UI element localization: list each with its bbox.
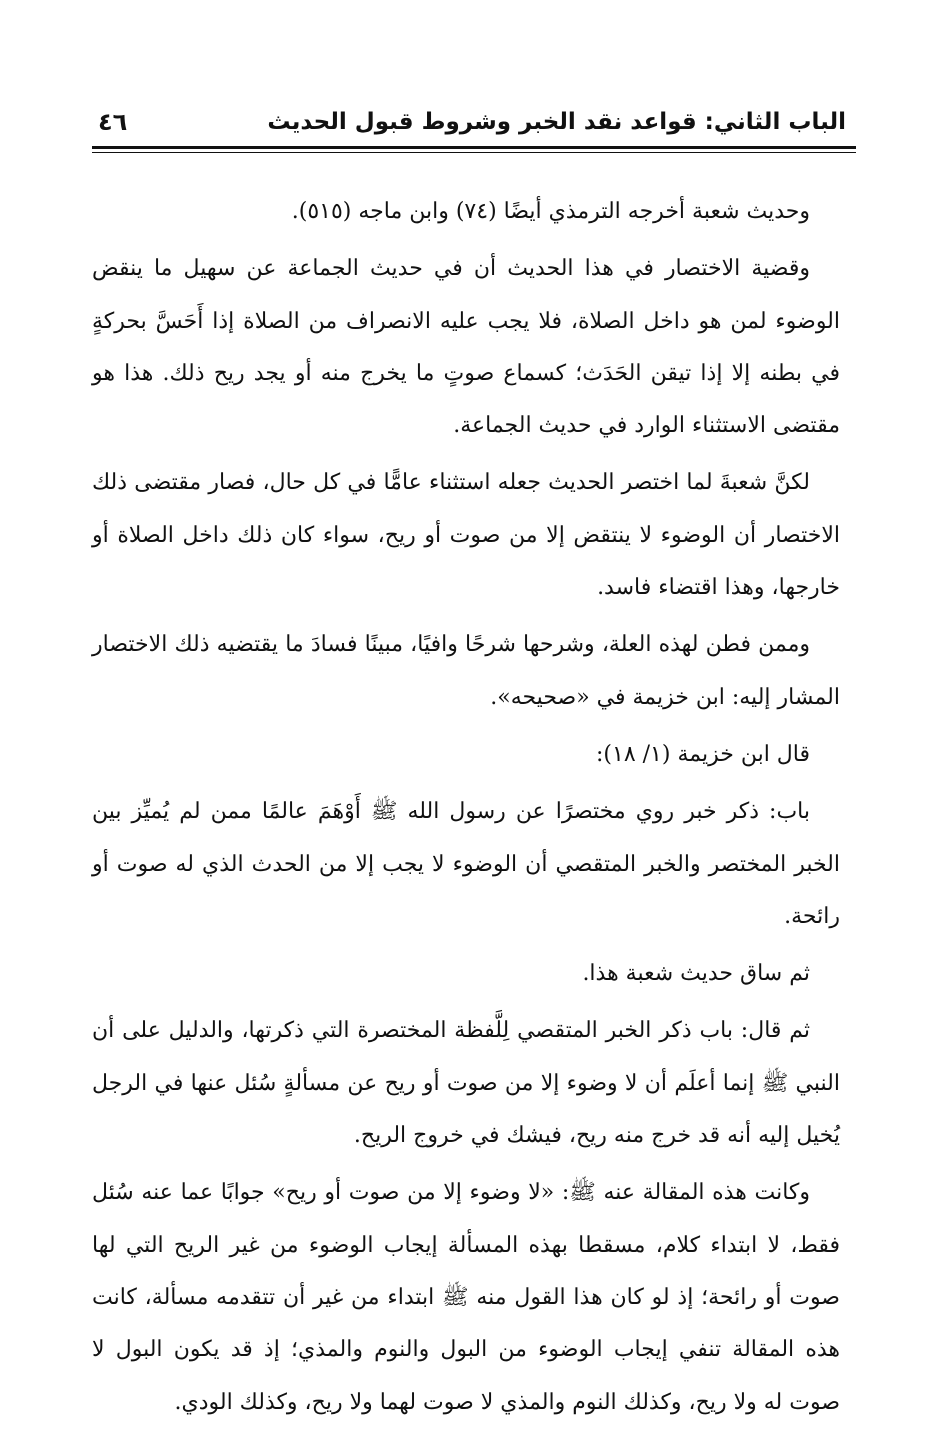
body-text: [92, 186, 840, 1434]
header-rule-thick: [92, 146, 856, 149]
page-number: ٤٦: [98, 108, 128, 136]
running-header: [98, 102, 846, 142]
paragraph: ثم ساق حديث شعبة هذا.: [582, 961, 810, 987]
paragraph: باب: ذكر خبر روي مختصرًا عن رسول الله ﷺ أَوْهَمَ عالمًا ممن لم يُميِّز بين الخبر المختصر والخبر المتقصي أن الوضوء لا يجب إلا من الحدث الذي له صوت أو رائحة.: [92, 799, 840, 929]
paragraph: وقضية الاختصار في هذا الحديث أن في حديث الجماعة عن سهيل ما ينقض الوضوء لمن هو داخل الصلاة، فلا يجب عليه الانصراف من الصلاة إذا أَحَسَّ بحركةٍ في بطنه إلا إذا تيقن الحَدَث؛ كسماع صوتٍ ما يخرج منه أو يجد ريح ذلك. هذا هو مقتضى الاستثناء الوارد في حديث الجماعة.: [92, 256, 840, 439]
paragraph: قال ابن خزيمة (١/ ١٨):: [596, 741, 810, 767]
paragraph: وكانت هذه المقالة عنه ﷺ: «لا وضوء إلا من صوت أو ريح» جوابًا عما عنه سُئل فقط، لا ابتداء كلام، مسقطا بهذه المسألة إيجاب الوضوء من غير الريح التي لها صوت أو رائحة؛ إذ لو كان هذا القول منه ﷺ ابتداء من غير أن تتقدمه مسألة، كانت هذه المقالة تنفي إيجاب الوضوء من البول والنوم والمذي؛ إذ قد يكون البول لا صوت له ولا ريح، وكذلك النوم والمذي لا صوت لهما ولا ريح، وكذلك الودي.: [92, 1180, 840, 1415]
paragraph: لكنَّ شعبةَ لما اختصر الحديث جعله استثناء عامًّا في كل حال، فصار مقتضى ذلك الاختصار أن الوضوء لا ينتقض إلا من صوت أو ريح، سواء كان ذلك داخل الصلاة أو خارجها، وهذا اقتضاء فاسد.: [92, 470, 840, 601]
header-rule-thin: [92, 152, 856, 153]
chapter-title: الباب الثاني: قواعد نقد الخبر وشروط قبول الحديث: [267, 109, 846, 135]
paragraph: ثم قال: باب ذكر الخبر المتقصي لِلَّفظة المختصرة التي ذكرتها، والدليل على أن النبي ﷺ إنما أعلَم أن لا وضوء إلا من صوت أو ريح عن مسألةٍ سُئل عنها في الرجل يُخيل إليه أنه قد خرج منه ريح، فيشك في خروج الريح.: [92, 1018, 840, 1149]
paragraph: وحديث شعبة أخرجه الترمذي أيضًا (٧٤) وابن ماجه (٥١٥).: [291, 199, 810, 224]
paragraph: وممن فطن لهذه العلة، وشرحها شرحًا وافيًا، مبينًا فسادَ ما يقتضيه ذلك الاختصار المشار إليه: ابن خزيمة في «صحيحه».: [92, 632, 840, 710]
